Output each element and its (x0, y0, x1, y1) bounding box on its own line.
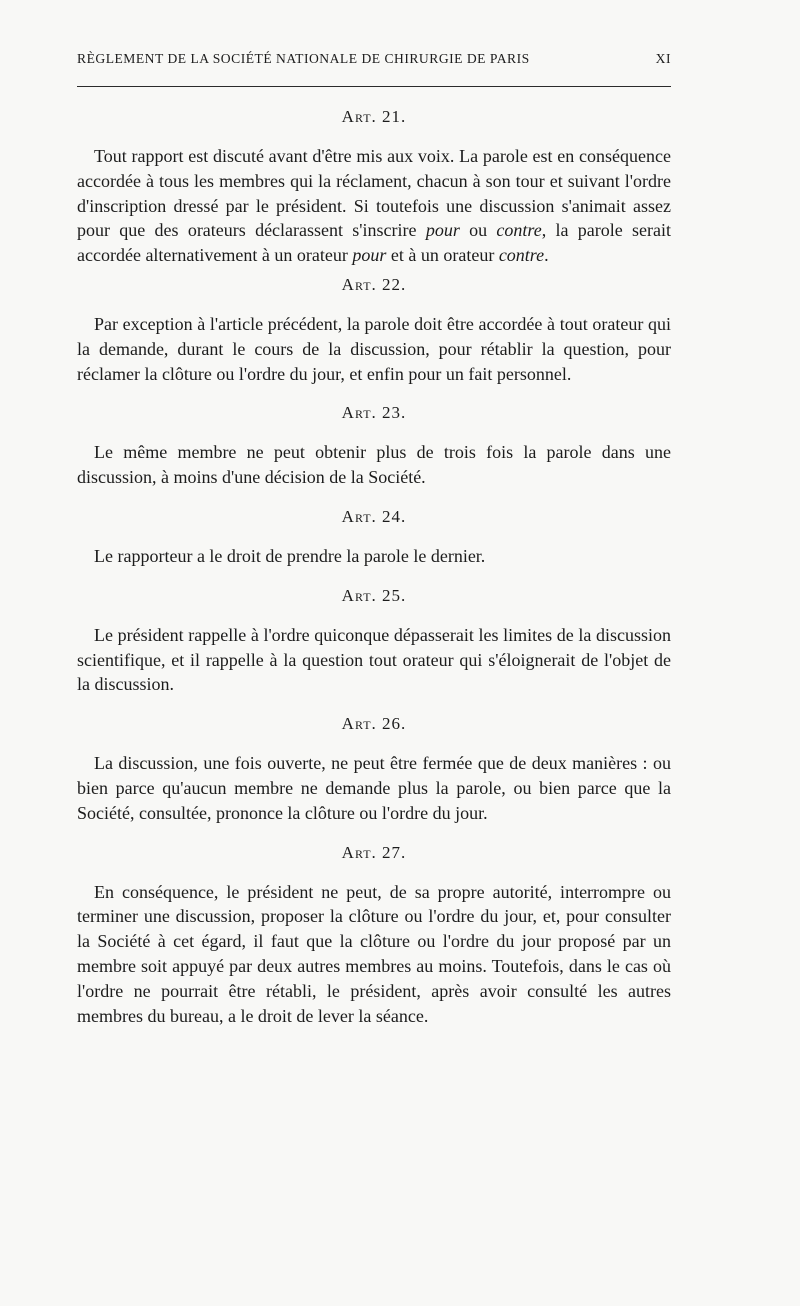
article-23 (77, 400, 671, 490)
article-title: Art. 26. (341, 714, 407, 734)
article-text: Par exception à l'article précédent, la parole doit être accordée à tout orateur qui la demande, durant le cours de la discussion, pour rétablir la question, pour réclamer la clôture ou l'ordre du jour, et enfin pour un fait personnel. (77, 313, 671, 384)
article-text: Le président rappelle à l'ordre quiconque dépasserait les limites de la discussion scientifique, et il rappelle à la question tout orateur qui s'éloignerait de l'objet de la discussion. (77, 624, 671, 695)
article-22 (77, 272, 671, 386)
article-text: Tout rapport est discuté avant d'être mis aux voix. La parole est en conséquence accordée à tous les membres qui la réclament, chacun à son tour et suivant l'ordre d'inscription dressé par le président. Si toutefois une discussion s'animait assez pour que des orateurs déclarassent s'inscrire pour ou contre, la parole serait accordée alternativement à un orateur pour et à un orateur contre. (77, 146, 672, 266)
article-text: En conséquence, le président ne peut, de sa propre autorité, interrompre ou terminer une discussion, proposer la clôture ou l'ordre du jour, et, pour consulter la Société à cet égard, il faut que la clôture ou l'ordre du jour proposé par un membre soit appuyé par deux autres membres au moins. Toutefois, dans le cas où l'ordre ne pourrait être rétabli, le président, après avoir consulté les autres membres du bureau, a le droit de lever la séance. (77, 881, 671, 1026)
article-title: Art. 25. (341, 585, 407, 605)
page-body (77, 104, 671, 1028)
article-text: La discussion, une fois ouverte, ne peut être fermée que de deux manières : ou bien parce qu'aucun membre ne demande plus la parole, ou bien parce que la Société, consultée, prononce la clôture ou l'ordre du jour. (77, 753, 671, 823)
article-title: Art. 27. (341, 842, 407, 862)
article-title: Art. 21. (341, 107, 407, 126)
article-title: Art. 22. (341, 274, 407, 294)
header-rule (77, 86, 671, 87)
article-text: Le rapporteur a le droit de prendre la parole le dernier. (94, 545, 486, 566)
page-number: XI (655, 51, 671, 66)
article-27 (77, 840, 671, 1029)
running-title: RÈGLEMENT DE LA SOCIÉTÉ NATIONALE DE CHIRURGIE DE PARIS (77, 51, 530, 66)
article-25 (77, 583, 671, 697)
article-24 (77, 504, 671, 569)
article-title: Art. 23. (341, 403, 407, 423)
article-title: Art. 24. (341, 506, 407, 526)
article-21 (77, 104, 671, 268)
article-text: Le même membre ne peut obtenir plus de trois fois la parole dans une discussion, à moins d'une décision de la Société. (77, 442, 671, 488)
article-26 (77, 711, 671, 825)
running-header (77, 46, 671, 72)
